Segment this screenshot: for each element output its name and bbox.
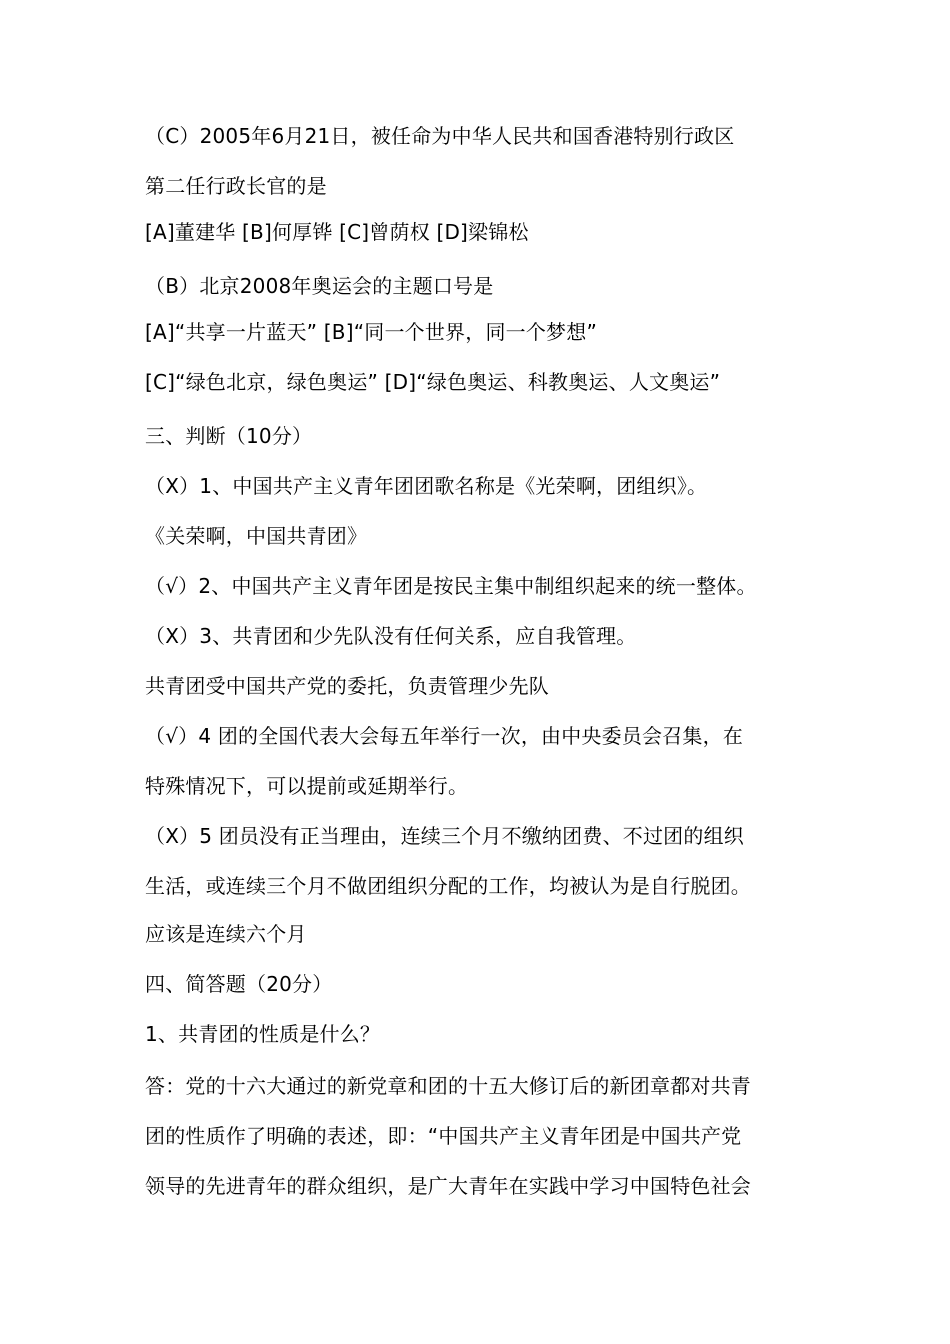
question-line: （B）北京2008年奥运会的主题口号是 [145, 274, 494, 298]
section-heading: 四、简答题（20分） [145, 972, 333, 996]
judgment-line: （√）4 团的全国代表大会每五年举行一次，由中央委员会召集，在 [145, 724, 744, 748]
question-line: （C）2005年6月21日，被任命为中华人民共和国香港特别行政区 [145, 124, 735, 148]
correction-line: 共青团受中国共产党的委托，负责管理少先队 [145, 674, 549, 698]
question-line: 第二任行政长官的是 [145, 174, 327, 198]
answer-line: 答：党的十六大通过的新党章和团的十五大修订后的新团章都对共青 [145, 1074, 751, 1098]
options-line: [C]“绿色北京，绿色奥运” [D]“绿色奥运、科教奥运、人文奥运” [145, 370, 721, 394]
judgment-line: 特殊情况下，可以提前或延期举行。 [145, 774, 469, 798]
options-line: [A]“共享一片蓝天” [B]“同一个世界，同一个梦想” [145, 320, 598, 344]
judgment-line: （X）1、中国共产主义青年团团歌名称是《光荣啊，团组织》。 [145, 474, 708, 498]
correction-line: 应该是连续六个月 [145, 922, 307, 946]
correction-line: 《关荣啊，中国共青团》 [145, 524, 368, 548]
judgment-line: 生活，或连续三个月不做团组织分配的工作，均被认为是自行脱团。 [145, 874, 751, 898]
answer-line: 团的性质作了明确的表述，即：“中国共产主义青年团是中国共产党 [145, 1124, 742, 1148]
short-answer-question: 1、共青团的性质是什么？ [145, 1022, 381, 1046]
judgment-line: （√）2、中国共产主义青年团是按民主集中制组织起来的统一整体。 [145, 574, 757, 598]
judgment-line: （X）5 团员没有正当理由，连续三个月不缴纳团费、不过团的组织 [145, 824, 744, 848]
section-heading: 三、判断（10分） [145, 424, 313, 448]
judgment-line: （X）3、共青团和少先队没有任何关系，应自我管理。 [145, 624, 637, 648]
answer-line: 领导的先进青年的群众组织，是广大青年在实践中学习中国特色社会 [145, 1174, 751, 1198]
options-line: [A]董建华 [B]何厚铧 [C]曾荫权 [D]梁锦松 [145, 220, 529, 244]
